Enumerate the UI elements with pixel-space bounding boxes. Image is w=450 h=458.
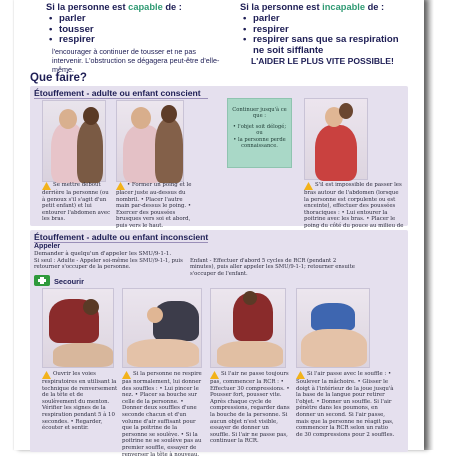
title-divider <box>34 98 208 99</box>
photo-open-airway <box>42 288 114 368</box>
incapable-column <box>240 2 408 66</box>
page-shadow <box>424 0 434 450</box>
step-warning-icon <box>304 182 313 190</box>
step-1: Se mettre debout derrière la personne (ou à genoux s'il s'agit d'un petit enfant) et lui entourer l'abdomen avec les bras. <box>42 182 111 223</box>
photo-stand-behind <box>42 100 106 182</box>
step-3: Si l'air ne passe toujours pas, commencer la RCR : • Effectuer 30 compressions. • Pousser fort, pousser vite. Après chaque cycle de compressions, regarder dans la bouche de la personne. Si aucun objet n'est visible, essayer de donner un souffle. Si l'air ne passe pas, continuer la RCR. <box>210 371 290 445</box>
step-warning-icon <box>42 182 51 190</box>
list-item: • respirer <box>46 35 221 46</box>
capable-list <box>46 14 221 46</box>
list-item: • tousser <box>46 25 221 36</box>
section-title-que-faire: Que faire? <box>30 72 87 84</box>
if-alone-child: Enfant - Effectuer d'abord 5 cycles de RCR (pendant 2 minutes), puis aller appeler les SMU/9-1-1; retourner ensuite s'occuper de l'enfant. <box>190 258 355 277</box>
capable-instruction: l'encourager à continuer de tousser et ne pas intervenir. L'obstruction se dégagera peut-être d'elle-même. <box>52 46 220 74</box>
incapable-list <box>240 14 408 56</box>
capable-heading: Si la personne est capable de : <box>46 2 182 12</box>
step-warning-icon <box>116 182 125 190</box>
photo-chest-compressions <box>210 288 286 368</box>
first-aid-cross-icon <box>34 275 50 286</box>
if-alone-adult: Si seul : Adulte - Appeler soi-même les SMU/9-1-1, puis retourner s'occuper de la personne. <box>34 258 183 271</box>
step-warning-icon <box>296 371 305 379</box>
panel-conscious <box>30 86 408 229</box>
list-item: • respirer sans que sa respiration ne soit sifflante <box>240 35 408 56</box>
step-warning-icon <box>42 371 51 379</box>
list-item: • respirer <box>240 25 408 36</box>
call-instruction: Demander à quelqu'un d'appeler les SMU/9-1-1. <box>34 251 172 257</box>
photo-chest-thrust <box>304 98 368 180</box>
incapable-heading: Si la personne est incapable de : <box>240 2 385 12</box>
capable-keyword: capable <box>128 2 163 12</box>
capable-column <box>46 2 221 74</box>
list-item: • parler <box>46 14 221 25</box>
list-item: • parler <box>240 14 408 25</box>
appeler-heading: Appeler <box>34 243 61 250</box>
panel-unconscious <box>30 230 408 458</box>
step-warning-icon <box>210 371 219 379</box>
incapable-keyword: incapable <box>322 2 366 12</box>
photo-rescue-breath <box>122 288 202 368</box>
step-3: S'il est impossible de passer les bras autour de l'abdomen (lorsque la personne est corpulente ou est enceinte), effectuer des poussées thoraciques : • Lui entourer la poitrine avec les bras. • Placer le poing du côté du pouce au milieu de <box>304 182 404 229</box>
secourir-heading: Secourir <box>54 277 84 286</box>
panel-title: Étouffement - adulte ou enfant inconscient <box>34 232 209 242</box>
photo-fist-placement <box>116 100 184 182</box>
urgent-alert: L'AIDER LE PLUS VITE POSSIBLE! <box>251 56 394 66</box>
photo-finger-sweep <box>296 288 370 368</box>
step-4: Si l'air passe avec le souffle : • Soulever la mâchoire. • Glisser le doigt à l'intérieur de la joue jusqu'à la base de la langue pour retirer l'objet. • Donner un souffle. Si l'air pénètre dans les poumons, en donner un second. Si l'air passe, mais que la personne ne réagit pas, commencer la RCR selon un ratio de 30 compressions pour 2 souffles. <box>296 371 395 438</box>
step-warning-icon <box>122 371 131 379</box>
step-2: • Former un poing et le placer juste au-dessus du nombril. • Placer l'autre main par-dessus le poing. • Exercer des poussées brusques vers soi et abord, puis vers le haut. <box>116 182 192 229</box>
title-divider <box>34 242 208 243</box>
step-1: Ouvrir les voies respiratoires en utilisant la technique de renversement de la tête et de soulèvement du menton. Vérifier les signes de la respiration pendant 5 à 10 secondes. • Regarder, écouter et sentir. <box>42 371 118 432</box>
step-2: Si la personne ne respire pas normalement, lui donner des souffles : • Lui pincer le nez. • Placer sa bouche sur celle de la personne. • Donner deux souffles d'une seconde chacun et d'un volume d'air suffisant pour que la poitrine de la personne se soulève. • Si la poitrine ne se soulève pas au premier souffle, essayer de renverser la tête à nouveau. <box>122 371 202 458</box>
continue-until-box: Continuer jusqu'à ce que : • l'objet soit délogé; ou • la personne perde connaissance. <box>227 98 292 168</box>
panel-title: Étouffement - adulte ou enfant conscient <box>34 88 201 98</box>
